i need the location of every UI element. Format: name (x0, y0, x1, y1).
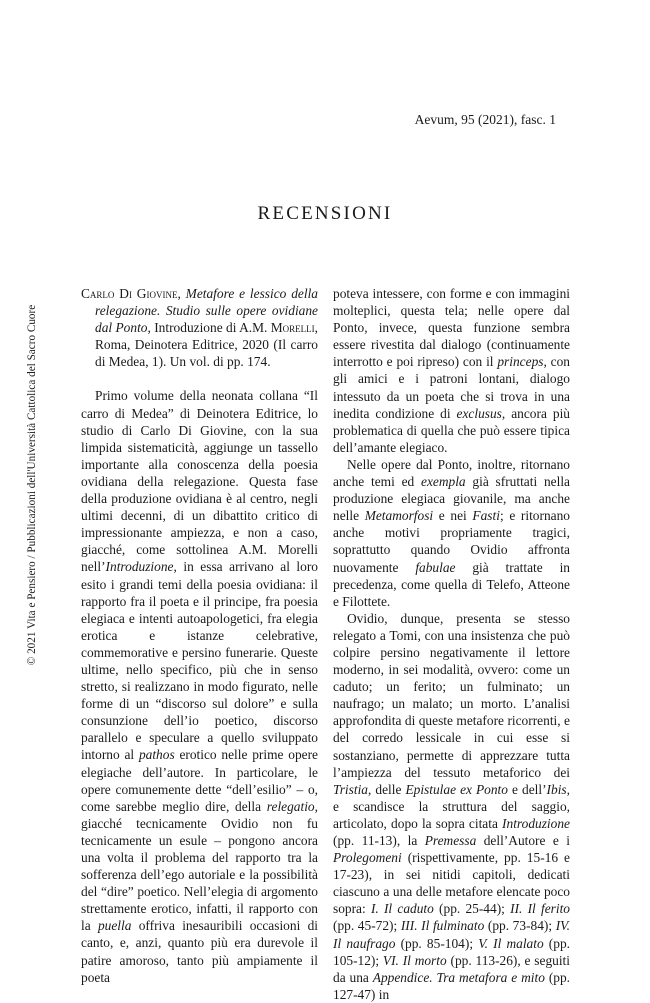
text-run: offriva inesauribili occasioni di canto, e, anzi, quanto più era durevole il patire amoroso, tanto più ampiamente il poeta (81, 918, 318, 985)
italic-term: V. Il malato (478, 935, 544, 951)
text-run: Nelle opere dal Ponto, inoltre, ritornano anche temi ed (333, 456, 570, 490)
italic-term: relegatio (266, 798, 315, 814)
text-run: (pp. 127-47) in (333, 969, 571, 1002)
text-run: dell’Autore e i (476, 833, 570, 848)
italic-term: Fasti (472, 508, 500, 524)
italic-term: Premessa (424, 833, 477, 848)
journal-reference: Aevum, 95 (2021), fasc. 1 (414, 112, 556, 127)
intro-author: Morelli (270, 320, 315, 336)
italic-term: princeps (497, 354, 544, 370)
text-run: (pp. 11-13), la (333, 833, 425, 848)
italic-term: II. Il ferito (510, 901, 570, 917)
italic-term: VI. Il morto (382, 952, 447, 968)
book-title: Metafore e lessico della relegazione. Studio sulle opere ovidiane dal Ponto (95, 286, 318, 336)
text-run: erotico nelle prime opere elegiache dell’autore. In particolare, le opere comunemente dette “dell’esilio” – o, come sarebbe meglio dire, della (81, 747, 318, 814)
body-paragraph-1-continued (333, 285, 570, 456)
text-run: (pp. 25-44); (433, 901, 511, 917)
text-run: Primo volume della neonata collana “Il carro di Medea” di Deinotera Editrice, lo studio di Carlo Di Giovine, con la sua limpida sistematicità, aggiunge un tassello importante alla conoscenza della poesia ovidiana della relegazione. Questa fase della produzione ovidiana è al centro, negli ultimi decenni, di un dibattito critico di impressionante ampiezza, e non a caso, giacché, come sottolinea A.M. Morelli nell’ (81, 388, 318, 575)
text-run: poteva intessere, con forme e con immagini molteplici, questa tela; nelle opere dal Ponto, invece, questa funzione sembra essere rivestita dal dialogo (continuamente interrotto e poi ripreso) con il (333, 286, 570, 370)
review-author: Carlo Di Giovine (81, 286, 178, 301)
left-column (81, 285, 318, 986)
italic-term: fabulae (415, 559, 456, 575)
text-run: e dell’ (507, 781, 547, 797)
italic-term: Prolegomeni (333, 850, 402, 866)
body-paragraph-1 (81, 387, 318, 985)
italic-term: I. Il caduto (370, 901, 434, 917)
text-run: e nei (433, 508, 473, 524)
text-run: (pp. 45-72); (333, 918, 401, 934)
italic-term: exempla (421, 474, 466, 490)
section-title: RECENSIONI (257, 203, 393, 224)
text-run: , e scandisce la struttura del saggio, articolato, dopo la sopra citata (333, 781, 570, 831)
italic-term: puella (97, 918, 132, 934)
body-paragraph-2 (333, 456, 570, 610)
copyright-text: © 2021 Vita e Pensiero / Pubblicazioni dell'Università Cattolica del Sacro Cuore (26, 304, 38, 666)
text-run: (pp. 85-104); (395, 935, 479, 951)
text-run: , delle (368, 781, 406, 797)
text-run: già trattate in precedenza, come quella di Telefo, Atteone e Filottete. (333, 559, 570, 609)
text-run: ; e ritornano anche motivi propriamente tragici, soprattutto quando Ovidio affronta nuovamente (333, 508, 570, 575)
right-column (333, 285, 570, 1003)
italic-term: exclusus (456, 405, 502, 421)
text-run: (pp. 113-26), e seguiti da una (333, 952, 570, 985)
italic-term: III. Il fulminato (400, 918, 485, 934)
italic-term: Introduzione (105, 559, 174, 575)
italic-term: Metamorfosi (364, 508, 434, 524)
text-run: , con gli amici e i patroni lontani, dialogo intessuto da un poeta che si trova in una inedita condizione di (333, 354, 571, 421)
bibliographic-citation: Carlo Di Giovine, Metafore e lessico della relegazione. Studio sulle opere ovidiane dal Ponto, Introduzione di A.M. Morelli, Roma, Deinotera Editrice, 2020 (Il carro di Medea, 1). Un vol. di pp. 174. (81, 286, 318, 370)
intro-prefix: , Introduzione di A.M. (147, 320, 271, 336)
text-run: (rispettivamente, pp. 15-16 e 17-23), in sei nitidi capitoli, dedicati ciascuno a una delle metafore elencate poco sopra: (333, 850, 570, 917)
text-run: , ancora più problematica di quella che può essere tipica dell’amante elegiaco. (333, 405, 570, 455)
italic-term: Appendice. Tra metafora e mito (372, 969, 545, 985)
italic-term: pathos (138, 747, 175, 763)
body-paragraph-3 (333, 610, 570, 1003)
italic-term: Ibis (546, 781, 567, 797)
text-run: (pp. 105-12); (333, 935, 570, 968)
text-run: , in essa arrivano al loro esito i grandi temi della poesia ovidiana: il rapporto fra il poeta e il principe, fra poesia elegiaca e intenti autoapologetici, fra elegia erotica e istanze celebrative, commemorative e persino funerarie. Queste ultime, nello specifico, più che in senso stretto, si realizzano in modo figurato, nelle forme di un “discorso sul dolore” e sulla consunzione dell’io poetico, discorso parallelo e speculare a quello sviluppato intorno al (81, 559, 318, 763)
italic-term: Epistulae ex Ponto (405, 781, 508, 797)
italic-term: Introduzione (502, 815, 570, 831)
italic-term: Tristia (333, 781, 368, 797)
text-run: Ovidio, dunque, presenta se stesso relegato a Tomi, con una insistenza che può colpire persino negativamente il lettore moderno, in sei modalità, ovvero: come un caduto; un ferito; un fulminato; un naufrago; un malato; un morto. L’analisi approfondita di queste metafore ricorrenti, e del corredo lessicale in cui esse si sostanziano, permette di apprezzare tutta l’ampiezza del tessuto metaforico dei (333, 610, 570, 780)
text-run: già sfruttati nella produzione elegiaca giovanile, ma anche nelle (333, 474, 570, 524)
text-run: , giacché tecnicamente Ovidio non fu tecnicamente un esule – pongono ancora una volta il problema del rapporto tra la sofferenza dell’ego autoriale e la possibilità del “dire” poetico. Nell’elegia di argomento strettamente erotico, infatti, il rapporto con la (81, 798, 318, 934)
text-run: (pp. 73-84); (484, 918, 556, 934)
publication-details: , Roma, Deinotera Editrice, 2020 (Il carro di Medea, 1). Un vol. di pp. 174. (95, 320, 318, 370)
italic-term: IV. Il naufrago (333, 918, 570, 951)
